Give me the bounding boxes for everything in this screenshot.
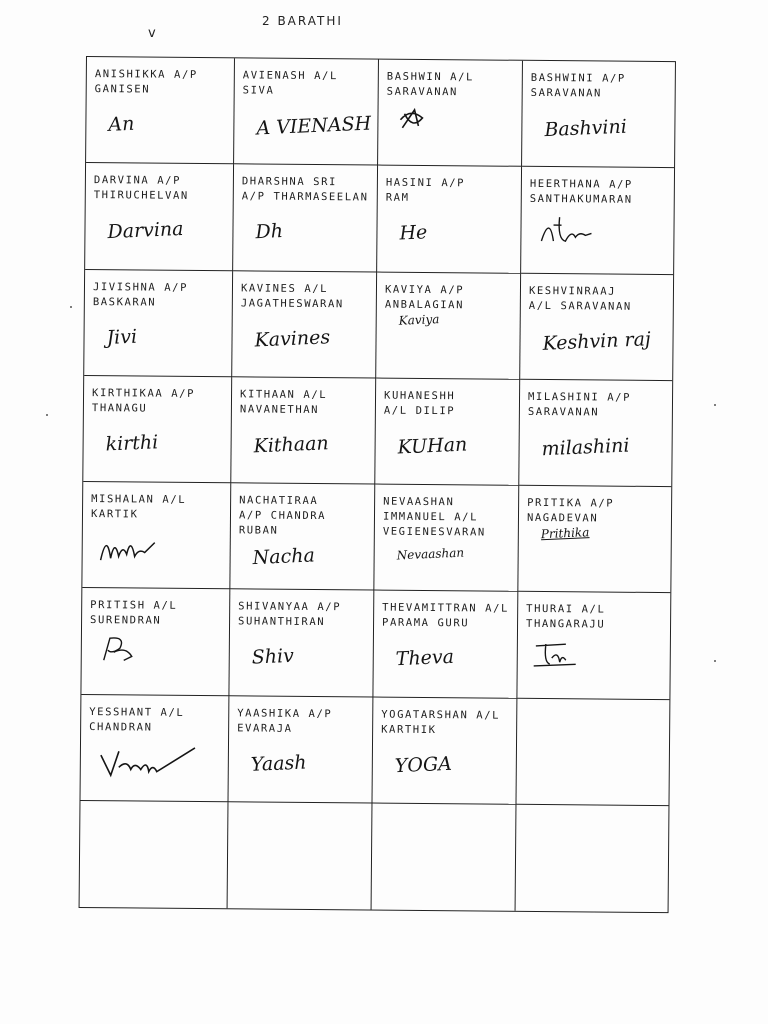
student-name	[243, 68, 374, 99]
speck	[714, 404, 716, 406]
student-cell	[86, 57, 235, 165]
name-line: KARTIK	[90, 508, 139, 521]
student-cell	[85, 163, 234, 271]
student-name	[386, 176, 517, 207]
student-cell	[83, 376, 232, 484]
name-line: YOGATARSHAN A/L	[381, 708, 501, 722]
name-line: KESHVINRAAJ	[528, 284, 617, 298]
name-line: A/P CHANDRA	[238, 509, 327, 523]
name-line: SARAVANAN	[386, 85, 459, 99]
name-line: PRITIKA A/P	[527, 496, 615, 510]
student-cell	[230, 483, 375, 591]
name-line: AVIENASH A/L	[242, 69, 338, 83]
name-line: NAVANETHAN	[239, 403, 320, 416]
empty-cell	[372, 803, 517, 911]
name-line: NACHATIRAA	[239, 494, 319, 508]
student-cell	[372, 697, 517, 805]
student-name	[237, 706, 368, 737]
student-cell	[517, 592, 670, 700]
student-cell	[229, 590, 374, 698]
student-name	[527, 496, 667, 527]
signature-scribble	[532, 636, 582, 674]
empty-cell	[80, 801, 229, 909]
student-name	[242, 175, 373, 206]
name-line: THIRUCHELVAN	[93, 189, 189, 203]
signature-scribble	[95, 739, 205, 788]
name-line: KITHAAN A/L	[240, 388, 328, 401]
student-cell	[520, 273, 673, 381]
student-name	[241, 281, 372, 312]
speck	[714, 660, 716, 662]
signature: A VIENASH	[255, 112, 372, 140]
signature: Jivi	[106, 325, 138, 349]
signature-scribble	[96, 632, 146, 670]
signature: milashini	[541, 434, 630, 461]
student-name	[385, 282, 516, 313]
student-cell	[84, 270, 233, 378]
student-cell	[374, 485, 519, 593]
student-cell	[232, 271, 377, 379]
name-line: PARAMA GURU	[382, 616, 470, 630]
name-line: JIVISHNA A/P	[92, 280, 189, 294]
student-name	[240, 387, 371, 418]
name-line: SIVA	[242, 84, 275, 97]
student-cell	[377, 166, 522, 274]
student-cell	[519, 380, 672, 488]
name-line: MILASHINI A/P	[527, 390, 632, 404]
student-cell	[378, 60, 523, 168]
student-cell	[81, 588, 230, 696]
signature: Theva	[395, 645, 455, 671]
student-name	[526, 602, 666, 633]
name-line: VEGIENESVARAN	[382, 525, 486, 539]
signature: Yaash	[250, 751, 308, 776]
signature: Bashvini	[543, 115, 628, 142]
name-line: HEERTHANA A/P	[529, 178, 633, 192]
student-cell	[521, 167, 674, 275]
student-cell	[234, 58, 379, 166]
header-mark: v	[148, 26, 156, 41]
name-line: PRITISH A/L	[90, 599, 178, 613]
name-line: THURAI A/L	[526, 603, 606, 616]
name-line: IMMANUEL A/L	[382, 510, 479, 524]
signature: Darvina	[107, 218, 184, 244]
student-cell	[233, 165, 378, 273]
signature: An	[107, 112, 135, 136]
signature-scribble	[97, 526, 167, 571]
speck	[70, 306, 72, 308]
empty-cell	[516, 698, 669, 806]
speck	[46, 414, 48, 416]
student-name	[383, 495, 514, 541]
signature: Shiv	[251, 644, 295, 669]
name-line: GANISEN	[94, 83, 151, 96]
student-name	[90, 598, 225, 629]
name-line: BASHWINI A/P	[530, 71, 626, 85]
name-line: YAASHIKA A/P	[237, 706, 333, 720]
student-name	[89, 705, 224, 736]
name-line: JAGATHESWARAN	[240, 296, 344, 310]
signature: He	[399, 221, 428, 245]
name-line: KIRTHIKAA A/P	[92, 386, 196, 400]
signature: Nevaashan	[396, 545, 465, 563]
signature: kirthi	[105, 431, 159, 456]
name-line: BASKARAN	[92, 295, 157, 309]
name-line: CHANDRAN	[89, 720, 153, 734]
student-name	[387, 70, 518, 101]
name-line: RAM	[385, 191, 410, 205]
signature: Dh	[255, 220, 284, 244]
empty-cell	[516, 805, 669, 913]
student-name	[238, 600, 369, 631]
name-line: RUBAN	[238, 524, 279, 537]
student-name	[94, 173, 229, 204]
student-cell	[228, 696, 373, 804]
name-line: ANISHIKKA A/P	[94, 68, 198, 81]
signature-scribble	[392, 104, 432, 138]
name-line: EVARAJA	[237, 721, 293, 735]
student-name	[530, 177, 670, 208]
attendance-grid	[79, 56, 676, 913]
student-cell	[375, 378, 520, 486]
name-line: YESSHANT A/L	[89, 705, 185, 719]
page-title: 2 BARATHI	[262, 14, 343, 28]
student-cell	[82, 482, 231, 590]
signature: Kaviya	[398, 311, 440, 328]
name-line: THANAGU	[91, 401, 148, 415]
signature: YOGA	[394, 752, 453, 777]
signature: Nacha	[252, 544, 316, 570]
name-line: A/L SARAVANAN	[528, 299, 632, 313]
name-line: SURENDRAN	[90, 614, 162, 627]
student-cell	[231, 377, 376, 485]
name-line: THEVAMITTRAN A/L	[382, 601, 509, 615]
name-line: NEVAASHAN	[383, 495, 455, 509]
student-name	[529, 283, 669, 314]
student-name	[381, 707, 512, 738]
name-line: DARVINA A/P	[93, 174, 182, 188]
student-name	[528, 390, 668, 421]
name-line: A/L DILIP	[383, 404, 456, 417]
name-line: MISHALAN A/L	[91, 493, 187, 506]
name-line: SUHANTHIRAN	[238, 615, 326, 629]
signature: Prithika	[540, 525, 590, 542]
signature-scribble	[535, 211, 605, 256]
student-name	[92, 386, 227, 417]
name-line: THANGARAJU	[526, 618, 606, 631]
name-line: SARAVANAN	[527, 405, 600, 419]
signature: Kavines	[254, 325, 331, 351]
student-name	[531, 71, 671, 102]
student-cell	[518, 486, 671, 594]
student-name	[382, 601, 513, 632]
name-line: HASINI A/P	[385, 176, 466, 190]
name-line: KAVIYA A/P	[384, 283, 465, 296]
name-line: SARAVANAN	[530, 86, 603, 100]
name-line: DHARSHNA SRI	[241, 175, 338, 189]
name-line: SHIVANYAA A/P	[238, 600, 342, 614]
student-name	[239, 493, 370, 539]
name-line: NAGADEVAN	[526, 511, 599, 525]
student-name	[384, 388, 515, 419]
name-line: KUHANESHH	[383, 389, 456, 402]
student-name	[91, 492, 226, 523]
student-cell	[81, 694, 230, 802]
name-line: SANTHAKUMARAN	[529, 193, 633, 207]
student-name	[93, 280, 228, 311]
name-line: ANBALAGIAN	[384, 298, 465, 311]
student-cell	[376, 272, 521, 380]
name-line: BASHWIN A/L	[386, 70, 475, 84]
name-line: KARTHIK	[381, 723, 437, 736]
empty-cell	[228, 802, 373, 910]
signature: Keshvin raj	[542, 327, 652, 355]
name-line: KAVINES A/L	[240, 281, 329, 295]
signature: Kithaan	[253, 431, 330, 458]
name-line: A/P THARMASEELAN	[241, 190, 369, 204]
student-name	[95, 67, 230, 98]
student-cell	[522, 61, 675, 169]
student-cell	[373, 591, 518, 699]
signature: KUHan	[397, 433, 468, 459]
